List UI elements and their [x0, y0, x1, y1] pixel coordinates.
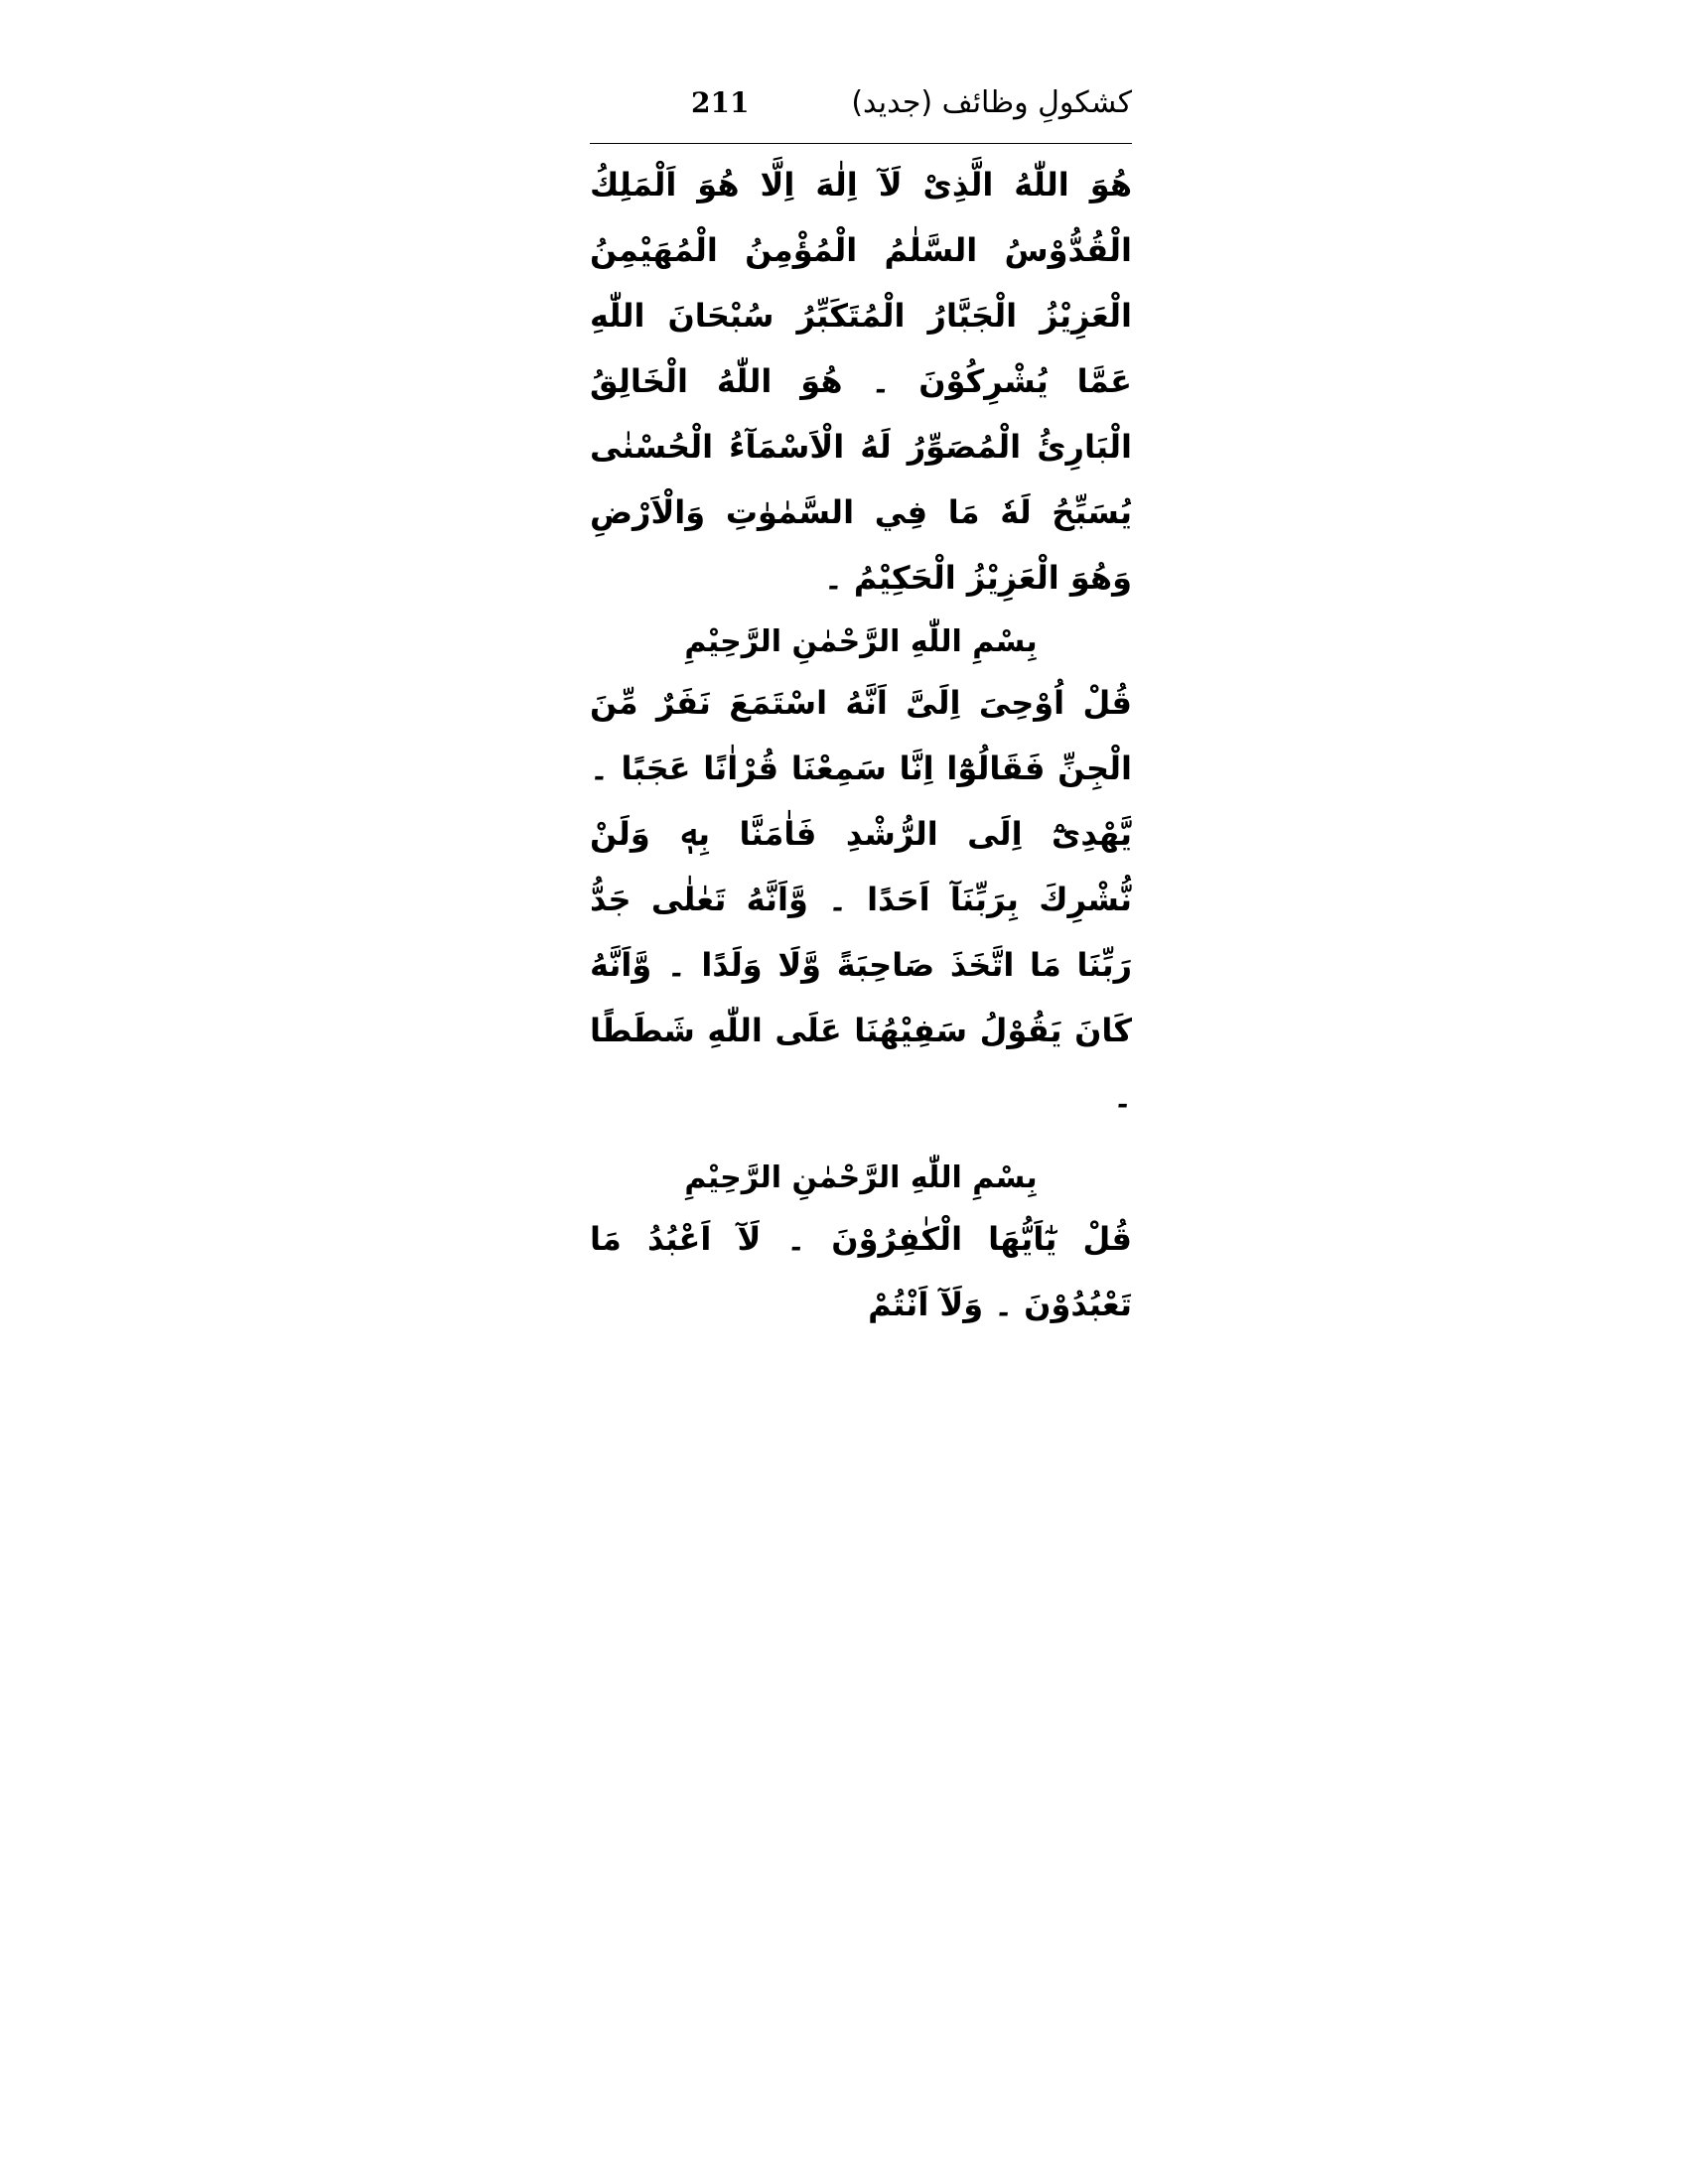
- header-divider: [590, 143, 1132, 144]
- verse-text-kafirun: قُلْ يٰٓاَيُّهَا الْكٰفِرُوْنَ ۔ لَآ اَعْبُدُ مَا تَعْبُدُوْنَ ۔ وَلَآ اَنْتُمْ: [590, 1220, 1132, 1323]
- page-content: [590, 79, 1132, 1337]
- page-number: 211: [691, 86, 750, 119]
- basmala-heading: بِسْمِ اللّٰهِ الرَّحْمٰنِ الرَّحِيْمِ: [684, 624, 1038, 659]
- book-title: کشکولِ وظائف (جدید): [851, 85, 1132, 120]
- verse-text-jinn: قُلْ اُوْحِیَ اِلَیَّ اَنَّهُ اسْتَمَعَ نَفَرٌ مِّنَ الْجِنِّ فَقَالُوْٓا اِنَّا سَمِعْنَا قُرْاٰنًا عَجَبًا ۔ يَّهْدِیْٓ اِلَی الرُّشْدِ فَاٰمَنَّا بِهٖ وَلَنْ نُّشْرِكَ بِرَبِّنَآ اَحَدًا ۔ وَّاَنَّهُ تَعٰلٰى جَدُّ رَبِّنَا مَا اتَّخَذَ صَاحِبَةً وَّلَا وَلَدًا ۔ وَّاَنَّهُ كَانَ يَقُوْلُ سَفِيْهُنَا عَلَى اللّٰهِ شَطَطًا ۔: [590, 684, 1132, 1115]
- page-header: [590, 79, 1132, 129]
- verse-text-hashr: هُوَ اللّٰهُ الَّذِیْ لَآ اِلٰهَ اِلَّا هُوَ اَلْمَلِكُ الْقُدُّوْسُ السَّلٰمُ الْمُؤْمِنُ الْمُهَيْمِنُ الْعَزِیْزُ الْجَبَّارُ الْمُتَكَبِّرُ سُبْحَانَ اللّٰهِ عَمَّا يُشْرِكُوْنَ ۔ هُوَ اللّٰهُ الْخَالِقُ الْبَارِئُ الْمُصَوِّرُ لَهُ الْاَسْمَآءُ الْحُسْنٰى يُسَبِّحُ لَهٗ مَا فِي السَّمٰوٰتِ وَالْاَرْضِ وَهُوَ الْعَزِیْزُ الْحَكِيْمُ ۔: [590, 166, 1132, 597]
- basmala-heading: بِسْمِ اللّٰهِ الرَّحْمٰنِ الرَّحِيْمِ: [684, 1160, 1038, 1195]
